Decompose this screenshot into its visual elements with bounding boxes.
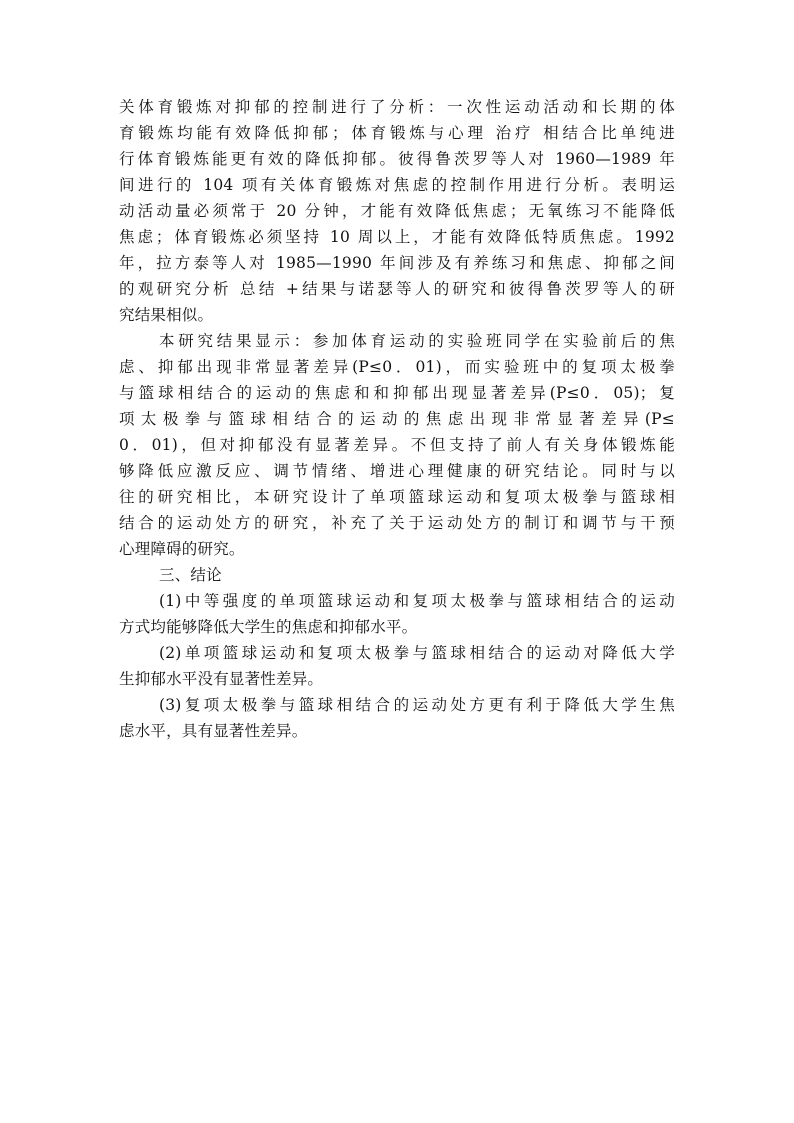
text-line: 间进行的 104 项有关体育锻炼对焦虑的控制作用进行分析。表明运 bbox=[119, 176, 675, 194]
text-line: 结合的运动处方的研究，补充了关于运动处方的制订和调节与干预 bbox=[119, 514, 675, 532]
document-page bbox=[119, 94, 675, 744]
text-line: 行体育锻炼能更有效的降低抑郁。彼得鲁茨罗等人对 1960—1989 年 bbox=[119, 150, 675, 168]
text-line: 育锻炼均能有效降低抑郁；体育锻炼与心理 治疗 相结合比单纯进 bbox=[119, 124, 675, 142]
paragraph-results bbox=[119, 328, 675, 562]
text-line: 究结果相似。 bbox=[119, 306, 214, 324]
text-line: 够降低应激反应、调节情绪、增进心理健康的研究结论。同时与以 bbox=[119, 462, 675, 480]
text-line: 年，拉方泰等人对 1985—1990 年间涉及有养练习和焦虑、抑郁之间 bbox=[119, 254, 675, 272]
text-line: 动活动量必须常于 20 分钟，才能有效降低焦虑；无氧练习不能降低 bbox=[119, 202, 675, 220]
text-line: 心理障碍的研究。 bbox=[119, 540, 245, 558]
section-heading-conclusion bbox=[119, 562, 675, 588]
text-line: 项太极拳与篮球相结合的运动的焦虑出现非常显著差异(P≤ bbox=[119, 410, 675, 428]
conclusion-item-3 bbox=[119, 692, 675, 744]
text-line: 0．01)，但对抑郁没有显著差异。不但支持了前人有关身体锻炼能 bbox=[119, 436, 675, 454]
conclusion-item-1 bbox=[119, 588, 675, 640]
section-heading: 三、结论 bbox=[159, 566, 222, 584]
text-line: 关体育锻炼对抑郁的控制进行了分析：一次性运动活动和长期的体 bbox=[119, 98, 675, 116]
text-line: 方式均能够降低大学生的焦虑和抑郁水平。 bbox=[119, 618, 418, 636]
text-line: 虑、抑郁出现非常显著差异(P≤0．01)，而实验班中的复项太极拳 bbox=[119, 358, 675, 376]
text-line: (2)单项篮球运动和复项太极拳与篮球相结合的运动对降低大学 bbox=[159, 644, 675, 662]
paragraph-analysis bbox=[119, 94, 675, 328]
text-line: 焦虑；体育锻炼必须坚持 10 周以上，才能有效降低特质焦虑。1992 bbox=[119, 228, 675, 246]
text-line: 本研究结果显示：参加体育运动的实验班同学在实验前后的焦 bbox=[159, 332, 675, 350]
text-line: 与篮球相结合的运动的焦虑和和抑郁出现显著差异(P≤0．05)；复 bbox=[119, 384, 675, 402]
text-line: 虑水平，具有显著性差异。 bbox=[119, 722, 308, 740]
text-line: 的观研究分析 总结 +结果与诺瑟等人的研究和彼得鲁茨罗等人的研 bbox=[119, 280, 675, 298]
text-line: (1)中等强度的单项篮球运动和复项太极拳与篮球相结合的运动 bbox=[159, 592, 675, 610]
text-line: (3)复项太极拳与篮球相结合的运动处方更有利于降低大学生焦 bbox=[159, 696, 675, 714]
text-line: 往的研究相比，本研究设计了单项篮球运动和复项太极拳与篮球相 bbox=[119, 488, 675, 506]
conclusion-item-2 bbox=[119, 640, 675, 692]
text-line: 生抑郁水平没有显著性差异。 bbox=[119, 670, 324, 688]
